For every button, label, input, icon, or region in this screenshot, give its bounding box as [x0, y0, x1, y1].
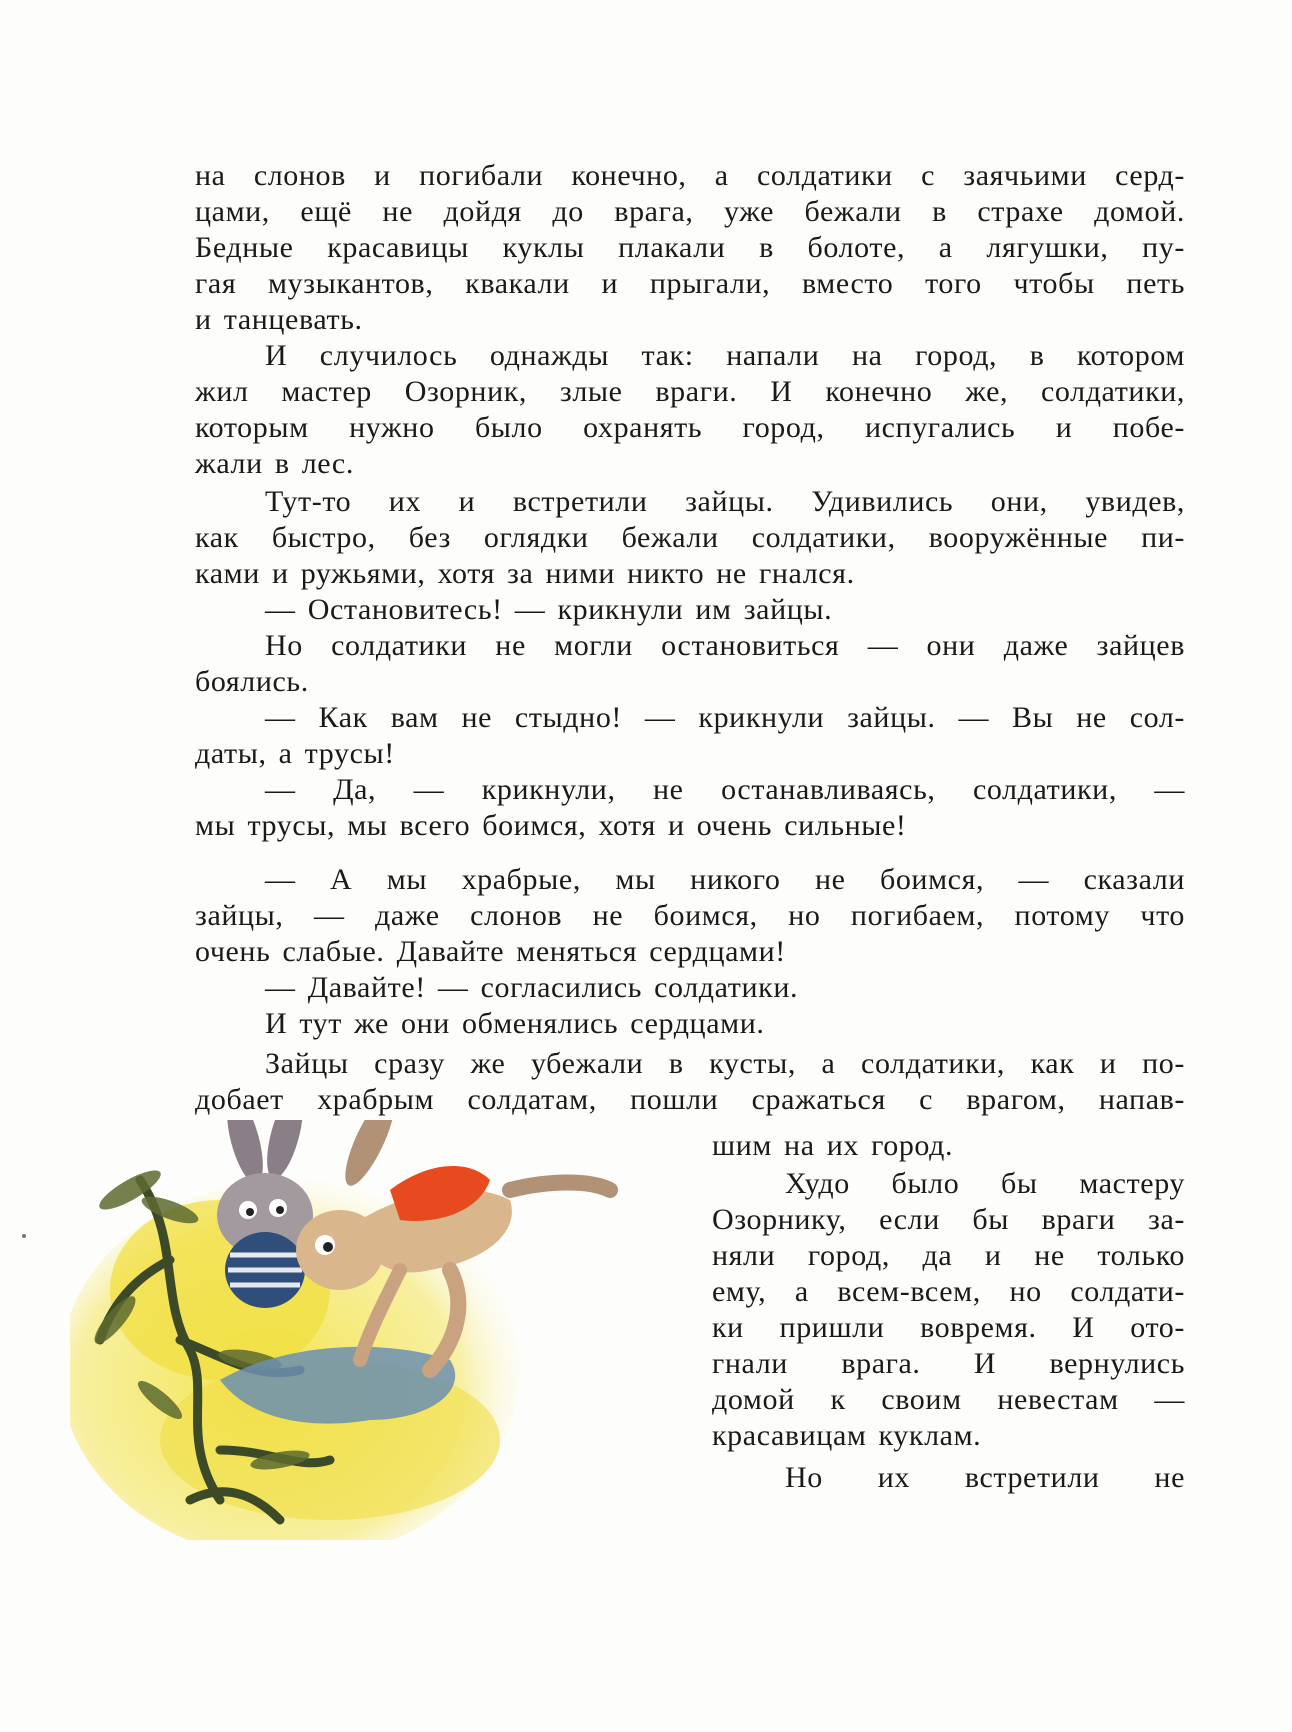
text-line: гая музыкантов, квакали и прыгали, вместо того чтобы петь	[195, 267, 1185, 300]
text-line: и танцевать.	[195, 303, 363, 336]
text-line: Но солдатики не могли остановиться — они даже зайцев	[265, 629, 1185, 662]
text-line: как быстро, без оглядки бежали солдатики, вооружённые пи-	[195, 521, 1185, 554]
side-text-line: Но их встретили не	[785, 1461, 1185, 1494]
text-line: боялись.	[195, 665, 309, 698]
text-line: — Давайте! — согласились солдатики.	[265, 971, 799, 1004]
text-line: которым нужно было охранять город, испугались и побе-	[195, 411, 1185, 444]
text-line: очень слабые. Давайте меняться сердцами!	[195, 935, 786, 968]
side-text-line: гнали врага. И вернулись	[712, 1347, 1185, 1380]
text-line: — А мы храбрые, мы никого не боимся, — сказали	[265, 863, 1185, 896]
text-line: даты, а трусы!	[195, 737, 395, 770]
text-line: добает храбрым солдатам, пошли сражаться с врагом, напав-	[195, 1083, 1185, 1116]
text-line: Тут-то их и встретили зайцы. Удивились они, увидев,	[265, 485, 1185, 518]
side-text-line: домой к своим невестам —	[712, 1383, 1185, 1416]
side-text-line: шим на их город.	[712, 1129, 954, 1162]
side-text-line: ему, а всем-всем, но солдати-	[712, 1275, 1185, 1308]
running-hares-illustration	[70, 1120, 710, 1540]
text-line: Бедные красавицы куклы плакали в болоте, а лягушки, пу-	[195, 231, 1185, 264]
text-line: Зайцы сразу же убежали в кусты, а солдатики, как и по-	[265, 1047, 1185, 1080]
text-line: цами, ещё не дойдя до врага, уже бежали в страхе домой.	[195, 195, 1185, 228]
text-line: жали в лес.	[195, 447, 354, 480]
text-line: — Как вам не стыдно! — крикнули зайцы. — Вы не сол-	[265, 701, 1185, 734]
side-text-line: ки пришли вовремя. И ото-	[712, 1311, 1185, 1344]
speck	[22, 1234, 26, 1238]
text-line: И тут же они обменялись сердцами.	[265, 1007, 765, 1040]
side-text-line: Озорнику, если бы враги за-	[712, 1203, 1185, 1236]
grey-hare	[217, 1120, 313, 1308]
side-text-line: няли город, да и не только	[712, 1239, 1185, 1272]
text-line: жил мастер Озорник, злые враги. И конечно же, солдатики,	[195, 375, 1185, 408]
text-line: мы трусы, мы всего боимся, хотя и очень сильные!	[195, 809, 907, 842]
text-line: — Да, — крикнули, не останавливаясь, солдатики, —	[265, 773, 1185, 806]
text-line: на слонов и погибали конечно, а солдатики с заячьими серд-	[195, 159, 1185, 192]
side-text-line: красавицам куклам.	[712, 1419, 982, 1452]
text-line: И случилось однажды так: напали на город, в котором	[265, 339, 1185, 372]
text-line: — Остановитесь! — крикнули им зайцы.	[265, 593, 833, 626]
text-line: ками и ружьями, хотя за ними никто не гнался.	[195, 557, 855, 590]
text-line: зайцы, — даже слонов не боимся, но погибаем, потому что	[195, 899, 1185, 932]
side-text-line: Худо было бы мастеру	[785, 1167, 1185, 1200]
